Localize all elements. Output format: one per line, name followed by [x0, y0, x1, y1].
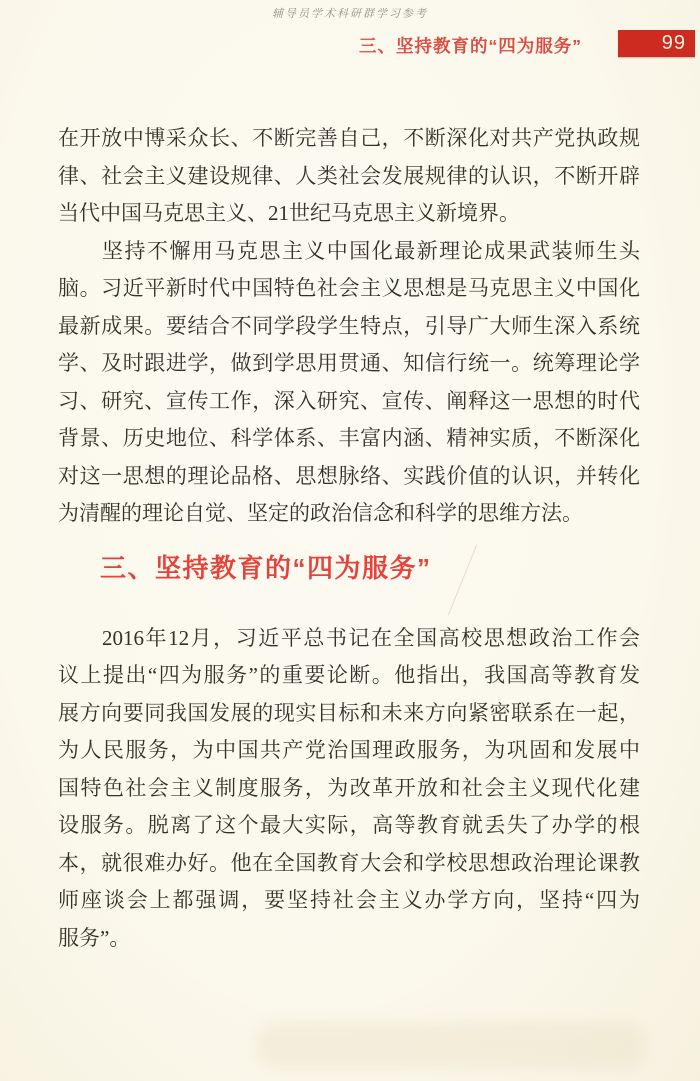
section-heading: 三、坚持教育的“四为服务” [100, 552, 432, 583]
text-line: 当代中国马克思主义、21世纪马克思主义新境界。 [58, 201, 520, 225]
text-line: 为清醒的理论自觉、坚定的政治信念和科学的思维方法。 [58, 501, 583, 525]
text-line: 学、及时跟进学，做到学思用贯通、知信行统一。统筹理论学 [58, 351, 640, 375]
text-line: 脑。习近平新时代中国特色社会主义思想是马克思主义中国化 [58, 276, 640, 300]
text-line: 在开放中博采众长、不断完善自己，不断深化对共产党执政规 [58, 126, 640, 150]
text-line: 服务”。 [58, 925, 131, 950]
paragraph [58, 620, 640, 958]
text-line: 最新成果。要结合不同学段学生特点，引导广大师生深入系统 [58, 313, 640, 338]
text-line: 展方向要同我国发展的现实目标和未来方向紧密联系在一起， [58, 700, 640, 725]
running-head-title: 三、坚持教育的“四为服务” [359, 36, 582, 56]
text-line: 律、社会主义建设规律、人类社会发展规律的认识，不断开辟 [58, 163, 640, 188]
text-line: 对这一思想的理论品格、思想脉络、实践价值的认识，并转化 [58, 463, 640, 488]
text-line: 师座谈会上都强调，要坚持社会主义办学方向，坚持“四为 [58, 888, 640, 912]
page-content [58, 120, 640, 957]
text-line: 2016年12月，习近平总书记在全国高校思想政治工作会 [102, 625, 640, 650]
text-line: 习、研究、宣传工作，深入研究、宣传、阐释这一思想的时代 [58, 388, 640, 413]
page-number: 99 [661, 32, 686, 54]
watermark-text: 辅导员学术科研群学习参考 [272, 8, 428, 20]
text-line: 国特色社会主义制度服务，为改革开放和社会主义现代化建 [58, 775, 640, 800]
text-line: 设服务。脱离了这个最大实际，高等教育就丢失了办学的根 [58, 813, 640, 837]
text-line: 坚持不懈用马克思主义中国化最新理论成果武装师生头 [102, 238, 640, 263]
text-line: 为人民服务，为中国共产党治国理政服务，为巩固和发展中 [58, 738, 640, 762]
page-number-box [618, 30, 695, 57]
text-line: 议上提出“四为服务”的重要论断。他指出，我国高等教育发 [58, 663, 640, 687]
paragraph [58, 120, 640, 233]
text-line: 本，就很难办好。他在全国教育大会和学校思想政治理论课教 [58, 850, 640, 875]
text-line: 背景、历史地位、科学体系、丰富内涵、精神实质，不断深化 [58, 426, 640, 450]
scan-bleedthrough-artifact [255, 1022, 645, 1068]
paragraph [58, 233, 640, 533]
